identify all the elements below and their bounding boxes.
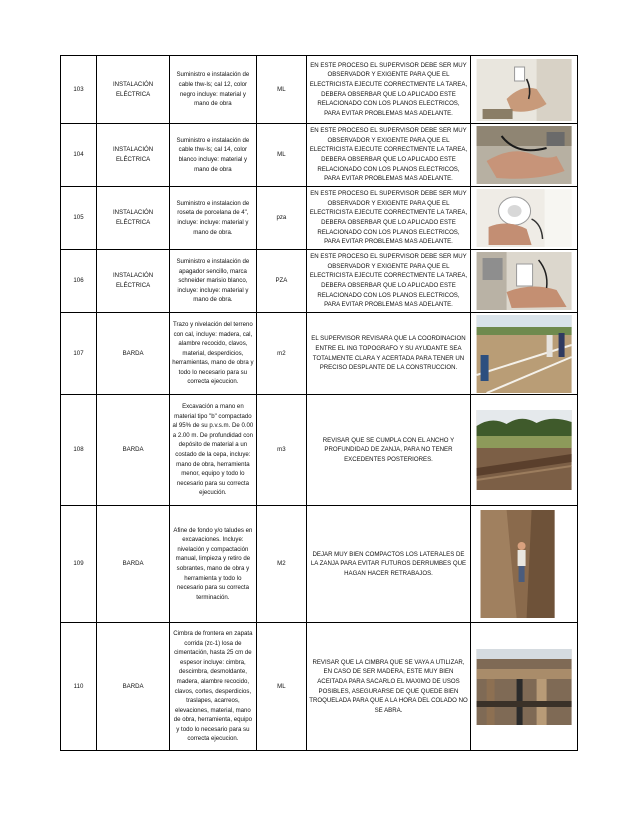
item-observation: EN ESTE PROCESO EL SUPERVISOR DEBE SER MUY OBSERVADOR Y EXIGENTE PARA QUE EL ELECTRICISTA EJECUTE CORRECTMENTE LA TAREA, DEBERA OBSERBAR QUE LO APLICADO ESTE RELACIONADO CON LOS PLANOS ELECTRICOS, PARA EVITAR PROBLEMAS MAS ADELANTE. bbox=[307, 124, 471, 187]
item-description: Suministro e instalacion de roseta de porcelana de 4", incluye: incluye: material y mano de obra. bbox=[170, 187, 257, 250]
item-concept: INSTALACIÓN ELÉCTRICA bbox=[97, 187, 170, 250]
photo-porcelain-socket bbox=[473, 189, 575, 247]
item-number: 107 bbox=[61, 313, 97, 395]
photo-cell bbox=[470, 124, 577, 187]
item-unit: ML bbox=[256, 623, 306, 751]
table-row bbox=[61, 623, 578, 751]
table-row bbox=[61, 187, 578, 250]
photo-site-layout bbox=[473, 315, 575, 393]
photo-cell bbox=[470, 187, 577, 250]
concept-table bbox=[60, 55, 578, 751]
item-concept: INSTALACIÓN ELÉCTRICA bbox=[97, 56, 170, 124]
table-row bbox=[61, 124, 578, 187]
item-unit: M2 bbox=[256, 506, 306, 623]
item-description: Suministro e instalación de cable thw-ls; cal 14, color blanco incluye: material y mano de obra bbox=[170, 124, 257, 187]
photo-light-switch bbox=[473, 252, 575, 310]
item-number: 110 bbox=[61, 623, 97, 751]
table-row bbox=[61, 250, 578, 313]
item-description: Excavación a mano en material tipo "b" compactado al 95% de su p.v.s.m. De 0.00 a 2.00 m. De profundidad con depósito de material a un costado de la cepa, incluye: mano de obra, herramienta menor, equipo y todo lo necesario para su correcta ejecución. bbox=[170, 395, 257, 506]
table-row bbox=[61, 313, 578, 395]
item-number: 106 bbox=[61, 250, 97, 313]
item-unit: PZA bbox=[256, 250, 306, 313]
item-observation: EL SUPERVISOR REVISARA QUE LA COORDINACION ENTRE EL ING TOPOGRAFO Y SU AYUDANTE SEA TOTALMENTE CLARA Y ACERTADA PARA TENER UN PRECISO DESPLANTE DE LA CONSTRUCCION. bbox=[307, 313, 471, 395]
item-number: 105 bbox=[61, 187, 97, 250]
item-unit: m3 bbox=[256, 395, 306, 506]
item-description: Suministro e instalación de apagador sencillo, marca schneider marisio blanco, incluye: incluye: material y mano de obra. bbox=[170, 250, 257, 313]
item-observation: EN ESTE PROCESO EL SUPERVISOR DEBE SER MUY OBSERVADOR Y EXIGENTE PARA QUE EL ELECTRICISTA EJECUTE CORRECTMENTE LA TAREA, DEBERA OBSERBAR QUE LO APLICADO ESTE RELACIONADO CON LOS PLANOS ELECTRICOS, PARA EVITAR PROBLEMAS MAS ADELANTE. bbox=[307, 56, 471, 124]
photo-wiring-hands bbox=[473, 126, 575, 184]
photo-cell bbox=[470, 506, 577, 623]
item-unit: ML bbox=[256, 124, 306, 187]
item-description: Suministro e instalación de cable thw-ls; cal 12, color negro incluye: material y mano de obra bbox=[170, 56, 257, 124]
photo-wall-outlet bbox=[473, 59, 575, 121]
photo-excavation bbox=[473, 410, 575, 490]
item-description: Trazo y nivelación del terreno con cal, incluye: madera, cal, alambre recocido, clavos, material, desperdicios, herramientas, mano de obra y todo lo necesario para su correcta ejecucion. bbox=[170, 313, 257, 395]
item-number: 104 bbox=[61, 124, 97, 187]
table-row bbox=[61, 506, 578, 623]
photo-cell bbox=[470, 313, 577, 395]
photo-cell bbox=[470, 395, 577, 506]
photo-cell bbox=[470, 56, 577, 124]
table-row bbox=[61, 56, 578, 124]
item-concept: BARDA bbox=[97, 395, 170, 506]
item-number: 108 bbox=[61, 395, 97, 506]
photo-formwork bbox=[473, 649, 575, 725]
item-number: 103 bbox=[61, 56, 97, 124]
item-description: Cimbra de frontera en zapata corrida (zc-1) losa de cimentación, hasta 25 cm de espesor incluye: cimbra, descimbra, desmoldante, madera, alambre recocido, clavos, cortes, desperdicios, traslapes, acarreos, elevaciones, material, mano de obra, herramienta, equipo y todo lo necesario para su correcta ejecucion. bbox=[170, 623, 257, 751]
photo-cell bbox=[470, 623, 577, 751]
item-concept: BARDA bbox=[97, 506, 170, 623]
item-unit: ML bbox=[256, 56, 306, 124]
item-concept: BARDA bbox=[97, 623, 170, 751]
item-concept: BARDA bbox=[97, 313, 170, 395]
photo-trench-worker bbox=[473, 510, 575, 618]
item-number: 109 bbox=[61, 506, 97, 623]
item-observation: REVISAR QUE SE CUMPLA CON EL ANCHO Y PROFUNDIDAD DE ZANJA, PARA NO TENER EXCEDENTES POSTERIORES. bbox=[307, 395, 471, 506]
table-row bbox=[61, 395, 578, 506]
item-concept: INSTALACIÓN ELÉCTRICA bbox=[97, 124, 170, 187]
item-observation: DEJAR MUY BIEN COMPACTOS LOS LATERALES DE LA ZANJA PARA EVITAR FUTUROS DERRUMBES QUE HAGAN HACER RETRABAJOS. bbox=[307, 506, 471, 623]
item-observation: REVISAR QUE LA CIMBRA QUE SE VAYA A UTILIZAR, EN CASO DE SER MADERA, ESTE MUY BIEN ACEITADA PARA SACARLO EL MAXIMO DE USOS POSIBLES, ASEGURARSE DE QUE QUEDE BIEN TROQUELADA PARA QUE A LA HORA DEL COLADO NO SE ABRA. bbox=[307, 623, 471, 751]
item-unit: m2 bbox=[256, 313, 306, 395]
photo-cell bbox=[470, 250, 577, 313]
item-description: Afine de fondo y/o taludes en excavaciones. Incluye: nivelación y compactación manual, limpieza y retiro de sobrantes, mano de obra y herramienta y todo lo necesario para su correcta terminación. bbox=[170, 506, 257, 623]
item-unit: pza bbox=[256, 187, 306, 250]
item-concept: INSTALACIÓN ELÉCTRICA bbox=[97, 250, 170, 313]
item-observation: EN ESTE PROCESO EL SUPERVISOR DEBE SER MUY OBSERVADOR Y EXIGENTE PARA QUE EL ELECTRICISTA EJECUTE CORRECTMENTE LA TAREA, DEBERA OBSERBAR QUE LO APLICADO ESTE RELACIONADO CON LOS PLANOS ELECTRICOS, PARA EVITAR PROBLEMAS MAS ADELANTE. bbox=[307, 187, 471, 250]
item-observation: EN ESTE PROCESO EL SUPERVISOR DEBE SER MUY OBSERVADOR Y EXIGENTE PARA QUE EL ELECTRICISTA EJECUTE CORRECTMENTE LA TAREA, DEBERA OBSERBAR QUE LO APLICADO ESTE RELACIONADO CON LOS PLANOS ELECTRICOS, PARA EVITAR PROBLEMAS MAS ADELANTE. bbox=[307, 250, 471, 313]
